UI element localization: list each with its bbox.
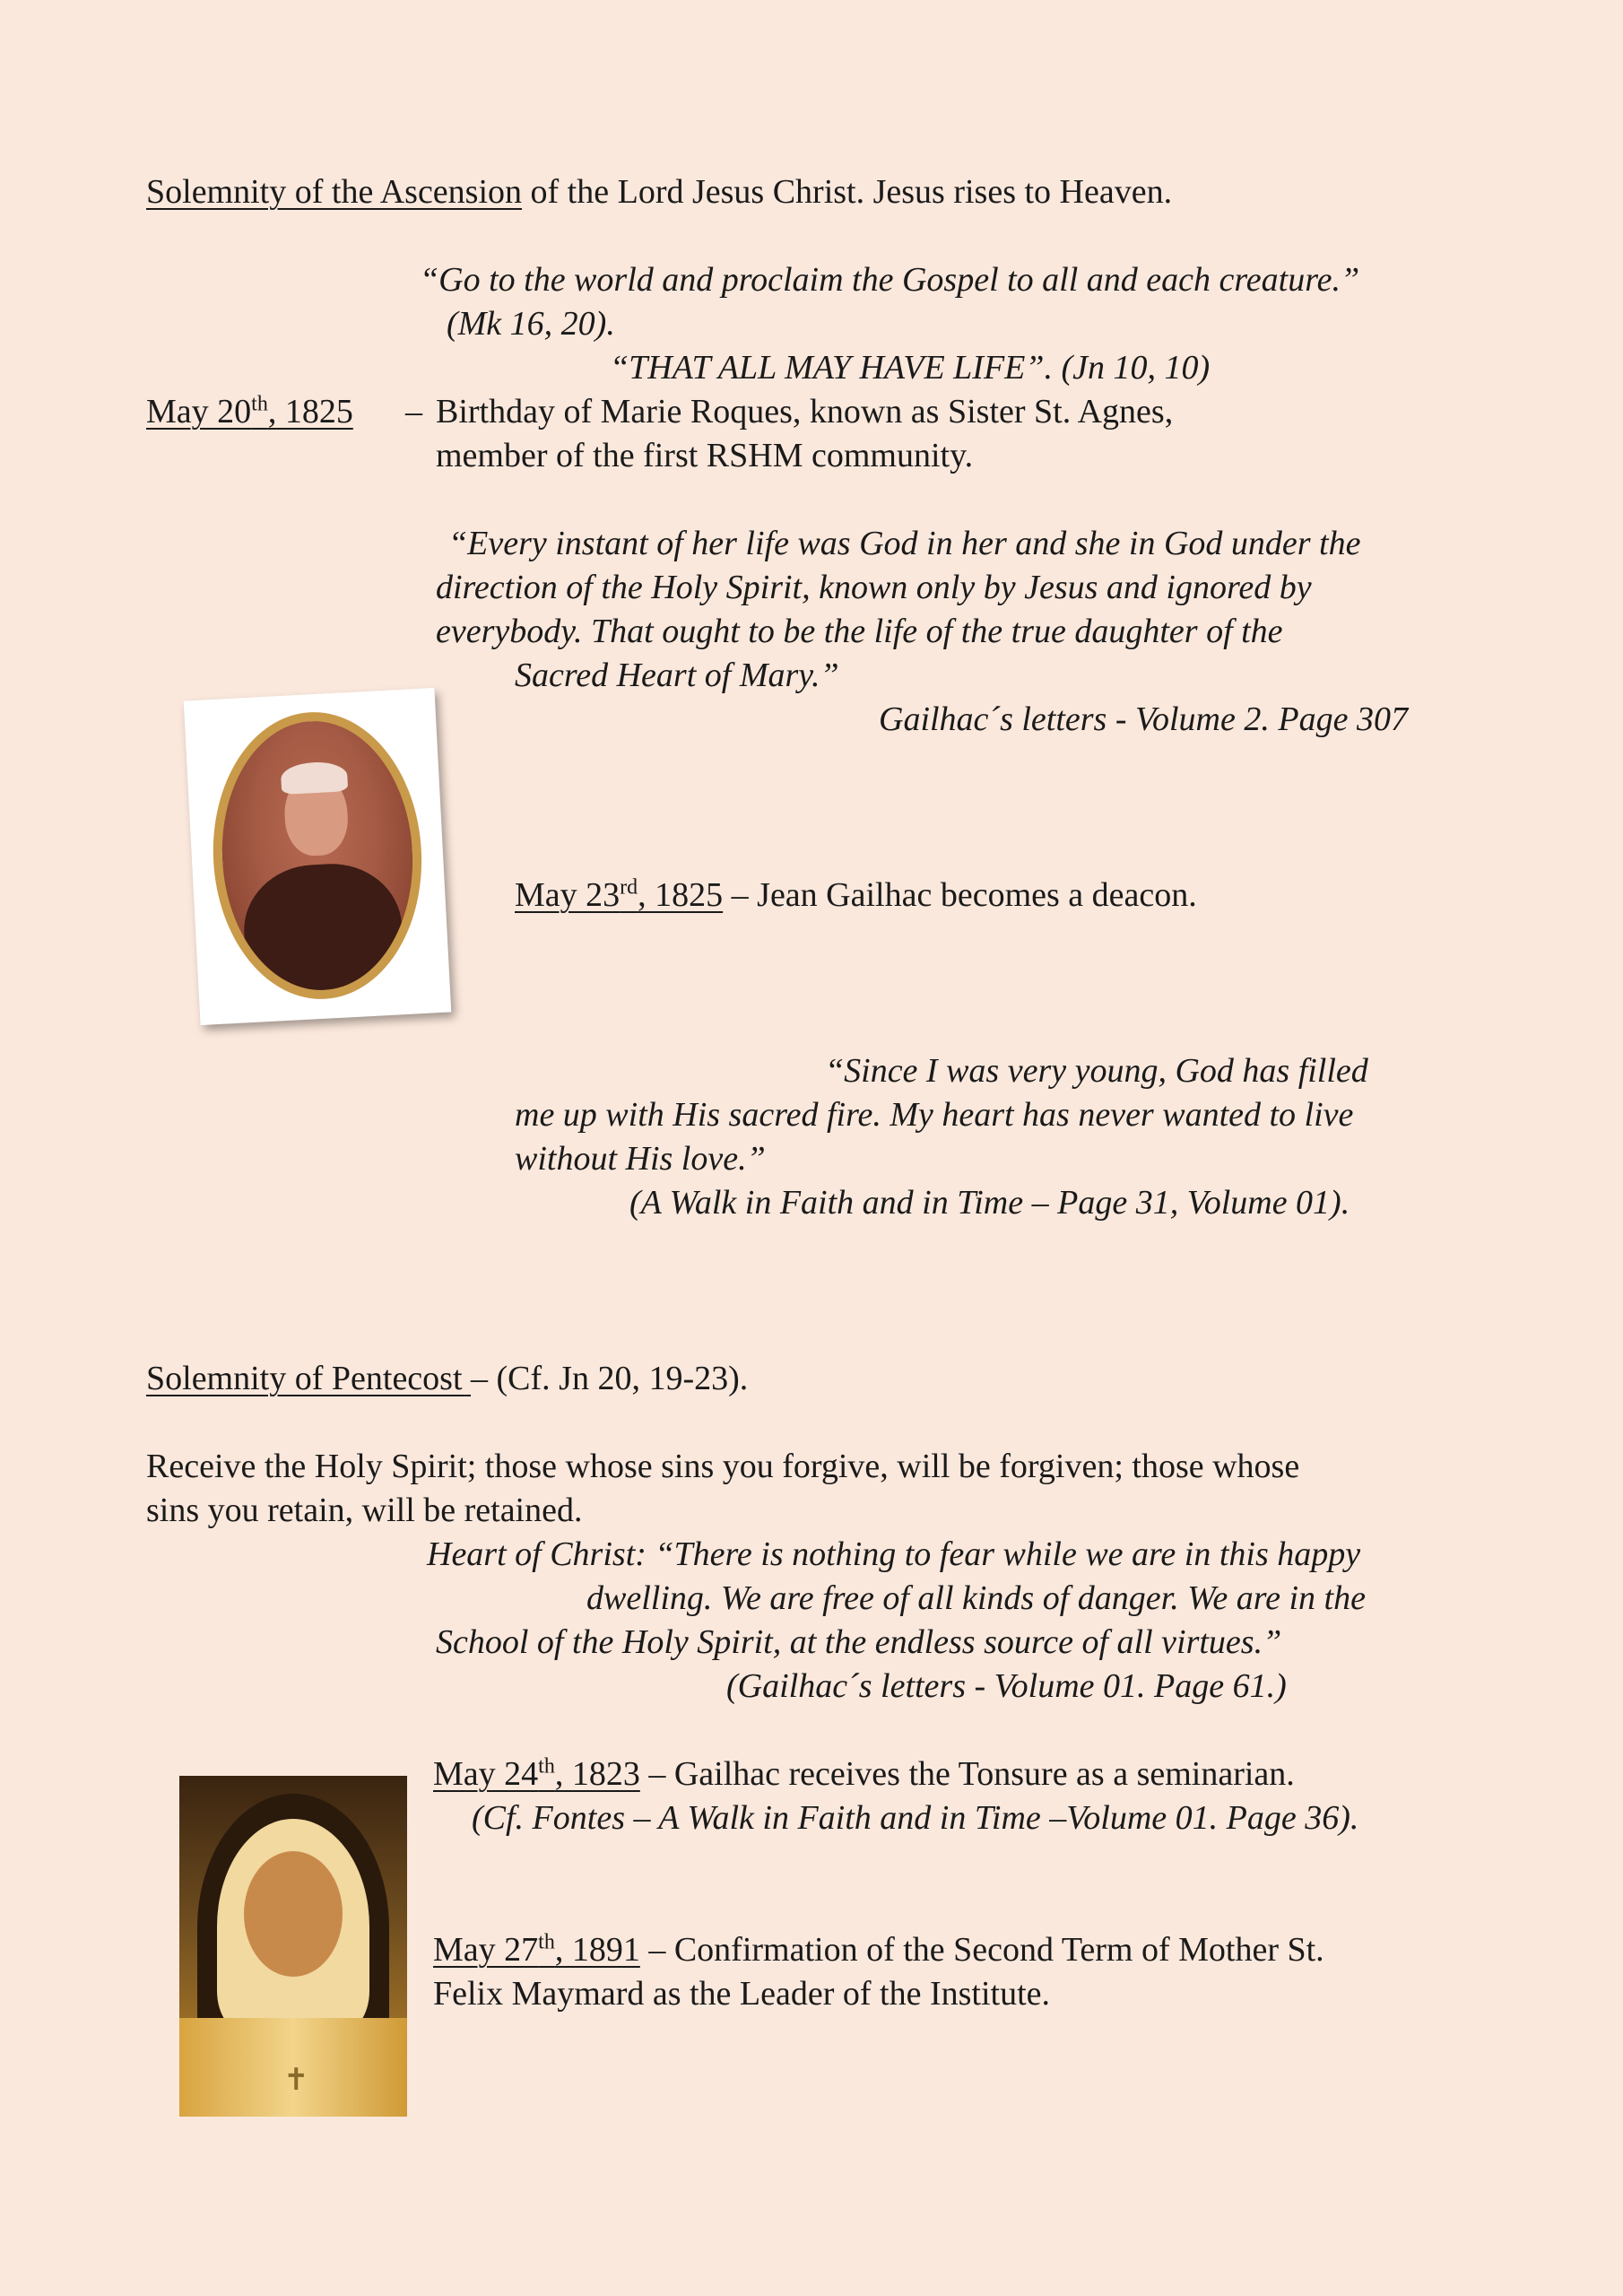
pentecost-body-line2: sins you retain, will be retained.: [146, 1492, 583, 1529]
ascension-quote-ref: (Mk 16, 20).: [447, 305, 615, 343]
may27-date-pre: May 27: [433, 1931, 539, 1969]
may23-quote-line1: “Since I was very young, God has filled: [825, 1052, 1368, 1090]
may20-quote-line3: everybody. That ought to be the life of the true daughter of the: [436, 613, 1283, 650]
mother-st-felix-portrait: [179, 1776, 407, 2117]
may20-dash: –: [405, 393, 422, 430]
pentecost-quote-line3: School of the Holy Spirit, at the endless source of all virtues.”: [436, 1623, 1282, 1661]
may23-date-sup: rd: [620, 875, 638, 900]
may20-date-post: , 1825: [267, 393, 353, 430]
pentecost-title: Solemnity of Pentecost: [146, 1360, 472, 1397]
cross-icon: ✝: [283, 2064, 309, 2097]
may20-date-pre: May 20: [146, 393, 252, 430]
may20-quote-line4: Sacred Heart of Mary.”: [515, 657, 839, 694]
may20-source: Gailhac´s letters - Volume 2. Page 307: [879, 700, 1408, 738]
ascension-quote: “Go to the world and proclaim the Gospel to all and each creature.”: [420, 261, 1360, 299]
may24-entry: [433, 1752, 1295, 1796]
may27-date: [433, 1931, 640, 1969]
may24-date: [433, 1755, 640, 1793]
may20-line1: Birthday of Marie Roques, known as Sister St. Agnes,: [436, 393, 1174, 430]
may23-date-pre: May 23: [515, 876, 621, 914]
pentecost-source: (Gailhac´s letters - Volume 01. Page 61.): [726, 1667, 1287, 1705]
may20-date-text: [146, 393, 353, 430]
may23-date-post: , 1825: [638, 876, 724, 914]
may20-quote-line2: direction of the Holy Spirit, known only by Jesus and ignored by: [436, 569, 1312, 606]
may23-date: [515, 876, 723, 914]
portrait-hair: [281, 761, 349, 795]
may24-text: – Gailhac receives the Tonsure as a seminarian.: [639, 1755, 1295, 1793]
may20-quote-line1: “Every instant of her life was God in her and she in God under the: [448, 525, 1361, 562]
may27-date-post: , 1891: [554, 1931, 640, 1969]
portrait-coat: [241, 860, 406, 1004]
ascension-title-rest: of the Lord Jesus Christ. Jesus rises to Heaven.: [522, 173, 1173, 211]
may23-text: – Jean Gailhac becomes a deacon.: [723, 876, 1197, 914]
pentecost-quote-line1: Heart of Christ: “There is nothing to fear while we are in this happy: [427, 1535, 1361, 1573]
may27-text: – Confirmation of the Second Term of Mother St.: [639, 1931, 1324, 1969]
may23-quote-line2: me up with His sacred fire. My heart has never wanted to live: [515, 1096, 1354, 1134]
may24-date-post: , 1823: [554, 1755, 640, 1793]
pentecost-heading: [146, 1357, 748, 1401]
may24-date-pre: May 24: [433, 1755, 539, 1793]
may23-source: (A Walk in Faith and in Time – Page 31, Volume 01).: [629, 1184, 1350, 1222]
may20-line2: member of the first RSHM community.: [436, 437, 974, 474]
portrait-oval-frame: [206, 707, 429, 1004]
may23-entry: [515, 874, 1197, 918]
may20-date-sup: th: [251, 392, 268, 416]
ascension-motto: “THAT ALL MAY HAVE LIFE”. (Jn 10, 10): [610, 349, 1211, 387]
ascension-heading: [146, 170, 1172, 214]
may24-ref: (Cf. Fontes – A Walk in Faith and in Time –Volume 01. Page 36).: [472, 1799, 1359, 1837]
may20-date: [146, 390, 353, 434]
may23-quote-line3: without His love.”: [515, 1140, 766, 1178]
may27-entry: [433, 1928, 1324, 1972]
pentecost-quote-line2: dwelling. We are free of all kinds of danger. We are in the: [586, 1579, 1366, 1617]
may27-line2: Felix Maymard as the Leader of the Institute.: [433, 1975, 1051, 2013]
pentecost-title-rest: – (Cf. Jn 20, 19-23).: [471, 1360, 749, 1397]
ascension-title: Solemnity of the Ascension: [146, 173, 523, 211]
pentecost-body-line1: Receive the Holy Spirit; those whose sins you forgive, will be forgiven; those whose: [146, 1448, 1300, 1485]
gailhac-portrait: [184, 688, 452, 1025]
portrait-face: [244, 1851, 343, 1977]
may24-date-sup: th: [538, 1754, 555, 1779]
may27-date-sup: th: [538, 1930, 555, 1954]
